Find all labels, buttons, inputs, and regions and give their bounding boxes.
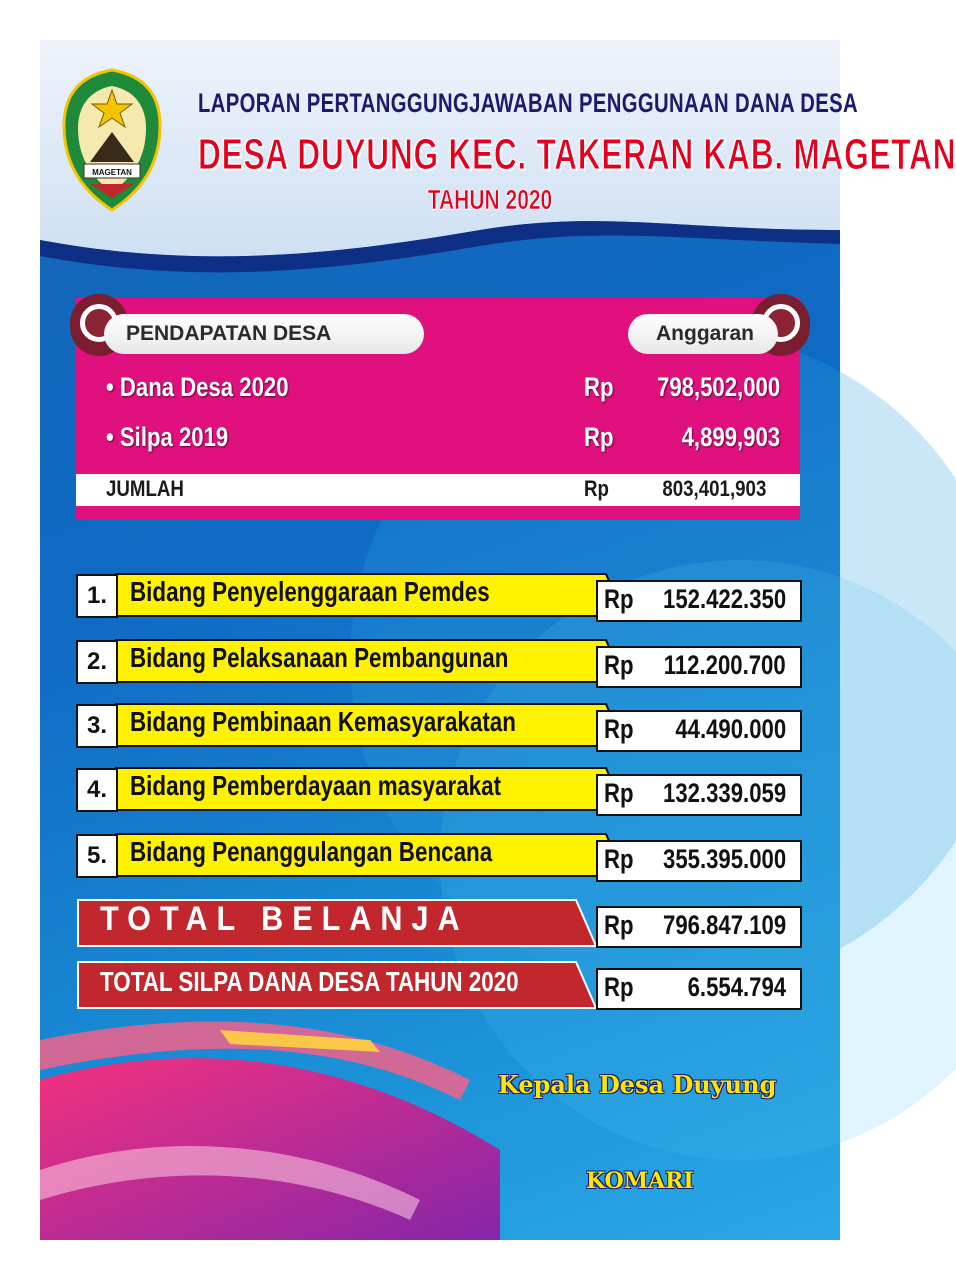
bidang-value: 44.490.000 <box>675 714 786 744</box>
bidang-amount <box>596 580 802 622</box>
year-title: TAHUN 2020 <box>427 184 553 215</box>
jumlah-value: 803,401,903 <box>662 476 766 501</box>
bidang-currency: Rp <box>604 778 634 808</box>
income-row-currency: Rp <box>584 372 614 402</box>
income-row-currency: Rp <box>584 422 614 452</box>
bidang-amount <box>596 646 802 688</box>
bidang-label: Bidang Pemberdayaan masyarakat <box>130 770 502 801</box>
income-row-label: • Dana Desa 2020 <box>106 372 289 402</box>
bidang-currency: Rp <box>604 844 634 874</box>
total-belanja-amount <box>596 906 802 948</box>
bidang-value: 152.422.350 <box>662 584 786 614</box>
bidang-amount <box>596 774 802 816</box>
bidang-row <box>76 640 802 684</box>
bidang-row <box>76 834 802 878</box>
anggaran-label: Anggaran <box>628 314 778 354</box>
bidang-number: 1. <box>76 574 118 618</box>
total-belanja-currency: Rp <box>604 910 634 940</box>
jumlah-row <box>76 474 800 506</box>
bidang-amount <box>596 710 802 752</box>
bidang-number: 4. <box>76 768 118 812</box>
total-belanja-row <box>76 898 802 942</box>
bidang-currency: Rp <box>604 650 634 680</box>
bidang-label: Bidang Penyelenggaraan Pemdes <box>130 576 490 607</box>
income-row <box>106 372 786 408</box>
bidang-value: 355.395.000 <box>662 844 786 874</box>
bidang-number: 2. <box>76 640 118 684</box>
total-silpa-currency: Rp <box>604 972 634 1002</box>
bidang-row <box>76 574 802 618</box>
bidang-value: 132.339.059 <box>662 778 786 808</box>
bidang-amount <box>596 840 802 882</box>
pendapatan-label: PENDAPATAN DESA <box>104 314 424 354</box>
bidang-currency: Rp <box>604 584 634 614</box>
magetan-emblem <box>60 66 164 216</box>
signature-name: KOMARI <box>586 1168 694 1194</box>
total-silpa-value: 6.554.794 <box>687 972 786 1002</box>
total-silpa-amount <box>596 968 802 1010</box>
poster <box>40 40 956 1240</box>
bidang-label: Bidang Penanggulangan Bencana <box>130 836 493 867</box>
total-belanja-label: TOTAL BELANJA <box>100 900 469 938</box>
bidang-number: 5. <box>76 834 118 878</box>
bidang-row <box>76 704 802 748</box>
bidang-currency: Rp <box>604 714 634 744</box>
income-row-label: • Silpa 2019 <box>106 422 229 452</box>
bidang-label: Bidang Pelaksanaan Pembangunan <box>130 642 509 673</box>
bidang-value: 112.200.700 <box>664 650 786 680</box>
emblem-text: MAGETAN <box>92 168 132 177</box>
income-row <box>106 422 786 458</box>
bidang-row <box>76 768 802 812</box>
bidang-number: 3. <box>76 704 118 748</box>
bidang-label: Bidang Pembinaan Kemasyarakatan <box>130 706 516 737</box>
income-panel <box>76 298 800 520</box>
income-row-value: 798,502,000 <box>656 372 780 402</box>
village-title: DESA DUYUNG KEC. TAKERAN KAB. MAGETAN <box>198 130 956 179</box>
report-title: LAPORAN PERTANGGUNGJAWABAN PENGGUNAAN DANA DESA <box>198 88 859 118</box>
jumlah-currency: Rp <box>584 476 609 501</box>
total-belanja-value: 796.847.109 <box>662 910 786 940</box>
income-row-value: 4,899,903 <box>681 422 780 452</box>
signature-title: Kepala Desa Duyung <box>498 1070 777 1099</box>
jumlah-label: JUMLAH <box>106 476 184 501</box>
total-silpa-label: TOTAL SILPA DANA DESA TAHUN 2020 <box>100 966 519 997</box>
total-silpa-row <box>76 960 802 1004</box>
